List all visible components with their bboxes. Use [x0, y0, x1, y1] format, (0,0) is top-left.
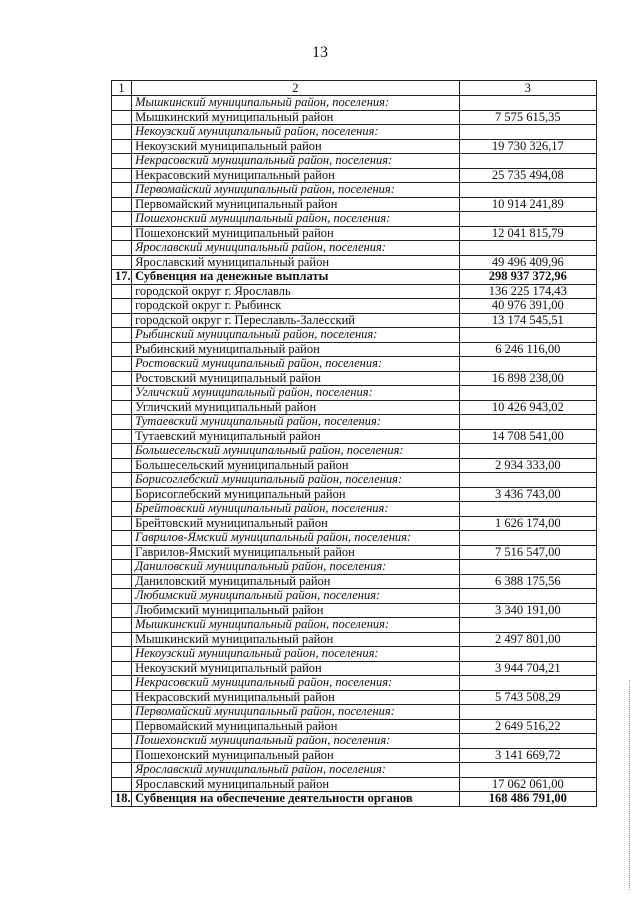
- margin-scan-mark: [629, 680, 638, 890]
- table-row: [112, 458, 597, 473]
- row-name-cell: Гаврилов-Ямский муниципальный район, поселения:: [132, 531, 460, 546]
- row-name-cell: Мышкинский муниципальный район: [132, 632, 460, 647]
- row-name-cell: Некрасовский муниципальный район: [132, 168, 460, 183]
- row-amount-cell: [459, 386, 596, 401]
- row-number-cell: [112, 255, 132, 270]
- section-total-row: [112, 270, 597, 285]
- group-label-row: [112, 705, 597, 720]
- row-number-cell: [112, 777, 132, 792]
- row-name-cell: Рыбинский муниципальный район: [132, 342, 460, 357]
- table-row: [112, 168, 597, 183]
- row-name-cell: Пошехонский муниципальный район, поселения:: [132, 212, 460, 227]
- row-number-cell: [112, 429, 132, 444]
- row-name-cell: Гаврилов-Ямский муниципальный район: [132, 545, 460, 560]
- row-number-cell: [112, 748, 132, 763]
- row-amount-cell: 25 735 494,08: [459, 168, 596, 183]
- row-amount-cell: [459, 473, 596, 488]
- row-amount-cell: [459, 589, 596, 604]
- table-row: [112, 574, 597, 589]
- group-label-row: [112, 357, 597, 372]
- row-number-cell: [112, 545, 132, 560]
- table-row: [112, 313, 597, 328]
- row-name-cell: Пошехонский муниципальный район: [132, 748, 460, 763]
- row-amount-cell: 6 246 116,00: [459, 342, 596, 357]
- row-amount-cell: [459, 212, 596, 227]
- row-name-cell: Борисоглебский муниципальный район, поселения:: [132, 473, 460, 488]
- row-number-cell: [112, 589, 132, 604]
- row-number-cell: [112, 386, 132, 401]
- group-label-row: [112, 183, 597, 198]
- row-name-cell: Субвенция на обеспечение деятельности органов: [132, 792, 460, 807]
- row-number-cell: [112, 328, 132, 343]
- row-amount-cell: [459, 734, 596, 749]
- row-name-cell: Первомайский муниципальный район, поселения:: [132, 183, 460, 198]
- row-name-cell: Брейтовский муниципальный район, поселения:: [132, 502, 460, 517]
- row-amount-cell: [459, 328, 596, 343]
- row-name-cell: Даниловский муниципальный район: [132, 574, 460, 589]
- row-number-cell: [112, 284, 132, 299]
- group-label-row: [112, 502, 597, 517]
- row-name-cell: Некоузский муниципальный район: [132, 139, 460, 154]
- row-amount-cell: 3 436 743,00: [459, 487, 596, 502]
- row-amount-cell: [459, 183, 596, 198]
- row-amount-cell: [459, 502, 596, 517]
- row-name-cell: Пошехонский муниципальный район: [132, 226, 460, 241]
- row-amount-cell: [459, 705, 596, 720]
- row-number-cell: [112, 473, 132, 488]
- row-amount-cell: [459, 444, 596, 459]
- section-total-row: [112, 792, 597, 807]
- row-amount-cell: [459, 763, 596, 778]
- table-row: [112, 342, 597, 357]
- row-amount-cell: 3 141 669,72: [459, 748, 596, 763]
- row-amount-cell: [459, 415, 596, 430]
- row-name-cell: городской округ г. Переславль-Залесский: [132, 313, 460, 328]
- row-amount-cell: 17 062 061,00: [459, 777, 596, 792]
- group-label-row: [112, 212, 597, 227]
- row-amount-cell: 2 497 801,00: [459, 632, 596, 647]
- group-label-row: [112, 386, 597, 401]
- row-number-cell: [112, 763, 132, 778]
- row-amount-cell: 2 649 516,22: [459, 719, 596, 734]
- row-number-cell: [112, 734, 132, 749]
- row-number-cell: [112, 632, 132, 647]
- group-label-row: [112, 763, 597, 778]
- table-row: [112, 516, 597, 531]
- row-name-cell: Угличский муниципальный район, поселения:: [132, 386, 460, 401]
- row-number-cell: 18.: [112, 792, 132, 807]
- row-number-cell: [112, 574, 132, 589]
- table-header-row: [112, 81, 597, 96]
- row-number-cell: [112, 110, 132, 125]
- group-label-row: [112, 734, 597, 749]
- row-number-cell: [112, 154, 132, 169]
- group-label-row: [112, 589, 597, 604]
- row-name-cell: Ярославский муниципальный район, поселения:: [132, 763, 460, 778]
- row-name-cell: Ростовский муниципальный район: [132, 371, 460, 386]
- row-name-cell: Угличский муниципальный район: [132, 400, 460, 415]
- row-amount-cell: 7 575 615,35: [459, 110, 596, 125]
- row-name-cell: Мышкинский муниципальный район, поселения:: [132, 96, 460, 111]
- table-row: [112, 139, 597, 154]
- row-amount-cell: 40 976 391,00: [459, 299, 596, 314]
- row-name-cell: Рыбинский муниципальный район, поселения:: [132, 328, 460, 343]
- row-name-cell: Субвенция на денежные выплаты: [132, 270, 460, 285]
- row-name-cell: Любимский муниципальный район, поселения:: [132, 589, 460, 604]
- row-number-cell: [112, 690, 132, 705]
- table-row: [112, 661, 597, 676]
- row-amount-cell: [459, 241, 596, 256]
- table-row: [112, 255, 597, 270]
- row-amount-cell: 7 516 547,00: [459, 545, 596, 560]
- row-amount-cell: 49 496 409,96: [459, 255, 596, 270]
- row-name-cell: Ярославский муниципальный район, поселения:: [132, 241, 460, 256]
- row-number-cell: [112, 342, 132, 357]
- table-row: [112, 197, 597, 212]
- row-number-cell: [112, 502, 132, 517]
- budget-table-body: [112, 81, 597, 807]
- group-label-row: [112, 415, 597, 430]
- row-number-cell: [112, 197, 132, 212]
- row-number-cell: [112, 313, 132, 328]
- row-amount-cell: 5 743 508,29: [459, 690, 596, 705]
- row-name-cell: Ярославский муниципальный район: [132, 255, 460, 270]
- row-number-cell: [112, 357, 132, 372]
- row-number-cell: [112, 226, 132, 241]
- row-name-cell: Некрасовский муниципальный район: [132, 690, 460, 705]
- table-row: [112, 284, 597, 299]
- group-label-row: [112, 444, 597, 459]
- row-amount-cell: 3 340 191,00: [459, 603, 596, 618]
- row-name-cell: Мышкинский муниципальный район, поселения:: [132, 618, 460, 633]
- row-amount-cell: [459, 125, 596, 140]
- row-name-cell: Тутаевский муниципальный район, поселения:: [132, 415, 460, 430]
- row-number-cell: [112, 415, 132, 430]
- header-col-1: 1: [112, 81, 132, 96]
- row-number-cell: [112, 299, 132, 314]
- row-name-cell: Любимский муниципальный район: [132, 603, 460, 618]
- row-name-cell: Пошехонский муниципальный район, поселения:: [132, 734, 460, 749]
- table-row: [112, 603, 597, 618]
- table-row: [112, 371, 597, 386]
- row-amount-cell: [459, 618, 596, 633]
- row-number-cell: [112, 487, 132, 502]
- row-number-cell: [112, 139, 132, 154]
- row-amount-cell: 19 730 326,17: [459, 139, 596, 154]
- group-label-row: [112, 618, 597, 633]
- row-number-cell: [112, 241, 132, 256]
- row-name-cell: Мышкинский муниципальный район: [132, 110, 460, 125]
- row-amount-cell: 136 225 174,43: [459, 284, 596, 299]
- table-row: [112, 719, 597, 734]
- row-number-cell: [112, 212, 132, 227]
- row-amount-cell: 298 937 372,96: [459, 270, 596, 285]
- row-name-cell: Некрасовский муниципальный район, поселения:: [132, 154, 460, 169]
- table-row: [112, 632, 597, 647]
- row-number-cell: [112, 719, 132, 734]
- row-name-cell: Большесельский муниципальный район: [132, 458, 460, 473]
- group-label-row: [112, 473, 597, 488]
- row-amount-cell: [459, 676, 596, 691]
- row-amount-cell: [459, 647, 596, 662]
- row-number-cell: [112, 705, 132, 720]
- row-amount-cell: 3 944 704,21: [459, 661, 596, 676]
- row-number-cell: [112, 96, 132, 111]
- row-number-cell: [112, 661, 132, 676]
- row-number-cell: [112, 531, 132, 546]
- group-label-row: [112, 96, 597, 111]
- row-number-cell: [112, 676, 132, 691]
- row-amount-cell: 10 914 241,89: [459, 197, 596, 212]
- row-number-cell: [112, 168, 132, 183]
- table-row: [112, 487, 597, 502]
- group-label-row: [112, 154, 597, 169]
- row-amount-cell: 16 898 238,00: [459, 371, 596, 386]
- table-row: [112, 429, 597, 444]
- row-number-cell: [112, 560, 132, 575]
- row-number-cell: [112, 444, 132, 459]
- row-amount-cell: [459, 531, 596, 546]
- row-number-cell: [112, 371, 132, 386]
- group-label-row: [112, 241, 597, 256]
- row-number-cell: [112, 400, 132, 415]
- row-amount-cell: 14 708 541,00: [459, 429, 596, 444]
- group-label-row: [112, 531, 597, 546]
- row-name-cell: Большесельский муниципальный район, поселения:: [132, 444, 460, 459]
- row-amount-cell: [459, 357, 596, 372]
- row-number-cell: [112, 603, 132, 618]
- row-name-cell: Ростовский муниципальный район, поселения:: [132, 357, 460, 372]
- group-label-row: [112, 560, 597, 575]
- table-row: [112, 545, 597, 560]
- page-number: 13: [312, 44, 328, 61]
- row-amount-cell: [459, 560, 596, 575]
- row-amount-cell: 12 041 815,79: [459, 226, 596, 241]
- row-amount-cell: 13 174 545,51: [459, 313, 596, 328]
- row-amount-cell: 2 934 333,00: [459, 458, 596, 473]
- table-row: [112, 690, 597, 705]
- row-number-cell: [112, 516, 132, 531]
- row-amount-cell: 168 486 791,00: [459, 792, 596, 807]
- row-number-cell: [112, 618, 132, 633]
- table-row: [112, 777, 597, 792]
- row-name-cell: Первомайский муниципальный район, поселения:: [132, 705, 460, 720]
- row-name-cell: Некоузский муниципальный район: [132, 661, 460, 676]
- row-name-cell: Первомайский муниципальный район: [132, 719, 460, 734]
- row-amount-cell: 10 426 943,02: [459, 400, 596, 415]
- budget-table: [111, 80, 597, 807]
- group-label-row: [112, 125, 597, 140]
- header-col-2: 2: [132, 81, 460, 96]
- row-name-cell: Некоузский муниципальный район, поселения:: [132, 647, 460, 662]
- group-label-row: [112, 647, 597, 662]
- table-row: [112, 110, 597, 125]
- header-col-3: 3: [459, 81, 596, 96]
- row-name-cell: Борисоглебский муниципальный район: [132, 487, 460, 502]
- row-amount-cell: [459, 154, 596, 169]
- table-row: [112, 748, 597, 763]
- row-number-cell: [112, 647, 132, 662]
- row-name-cell: Тутаевский муниципальный район: [132, 429, 460, 444]
- row-name-cell: Брейтовский муниципальный район: [132, 516, 460, 531]
- group-label-row: [112, 328, 597, 343]
- row-name-cell: Некрасовский муниципальный район, поселения:: [132, 676, 460, 691]
- row-name-cell: городской округ г. Ярославль: [132, 284, 460, 299]
- row-amount-cell: 1 626 174,00: [459, 516, 596, 531]
- row-number-cell: [112, 458, 132, 473]
- row-number-cell: 17.: [112, 270, 132, 285]
- row-name-cell: Первомайский муниципальный район: [132, 197, 460, 212]
- row-amount-cell: 6 388 175,56: [459, 574, 596, 589]
- group-label-row: [112, 676, 597, 691]
- table-row: [112, 400, 597, 415]
- table-row: [112, 299, 597, 314]
- row-number-cell: [112, 125, 132, 140]
- table-row: [112, 226, 597, 241]
- row-name-cell: городской округ г. Рыбинск: [132, 299, 460, 314]
- row-amount-cell: [459, 96, 596, 111]
- row-number-cell: [112, 183, 132, 198]
- row-name-cell: Даниловский муниципальный район, поселения:: [132, 560, 460, 575]
- row-name-cell: Ярославский муниципальный район: [132, 777, 460, 792]
- row-name-cell: Некоузский муниципальный район, поселения:: [132, 125, 460, 140]
